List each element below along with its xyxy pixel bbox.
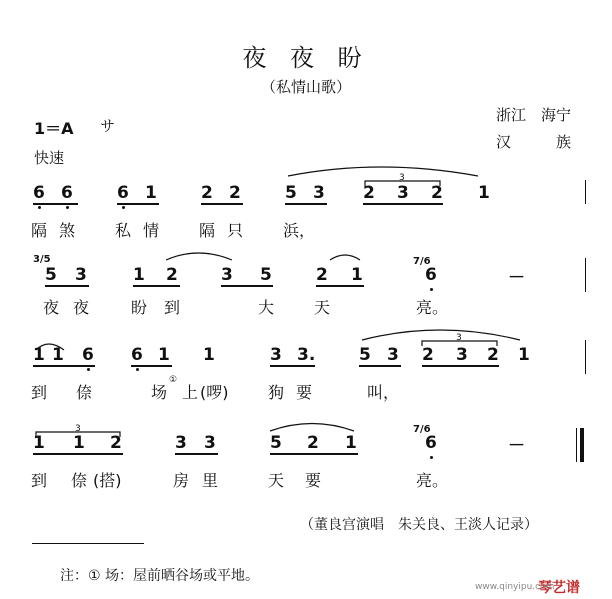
- origin-ethnic: 汉 族: [496, 133, 572, 151]
- low-octave-dot: [136, 368, 139, 371]
- note: 3: [75, 265, 87, 285]
- lyric: 狗: [268, 383, 285, 402]
- note: 6: [61, 183, 73, 203]
- lyric: 到: [31, 383, 48, 402]
- note: 3: [221, 265, 233, 285]
- dashed-barline: [585, 340, 586, 374]
- note: 1: [478, 183, 490, 203]
- underline: [33, 203, 78, 205]
- underline: [221, 285, 273, 287]
- underline: [133, 285, 180, 287]
- underline: [316, 285, 364, 287]
- watermark-logo: 琴艺谱: [538, 580, 580, 596]
- low-octave-dot: [122, 206, 125, 209]
- lyric: 盼: [131, 298, 148, 317]
- underline: [33, 365, 95, 367]
- song-subtitle: （私情山歌）: [260, 78, 351, 96]
- lyric: 情: [143, 221, 160, 240]
- dash: －: [508, 268, 525, 288]
- lyric: 到: [164, 298, 181, 317]
- underline: [359, 365, 401, 367]
- note: 3.: [297, 345, 316, 365]
- footnote-text: 注：① 场：屋前晒谷场或平地。: [60, 568, 260, 584]
- watermark-url: www.qinyipu.com: [475, 582, 555, 592]
- note: 5: [45, 265, 57, 285]
- note: 1: [133, 265, 145, 285]
- note: 3: [397, 183, 409, 203]
- footnote-rule: [32, 543, 144, 544]
- underline: [175, 453, 218, 455]
- note: 1: [518, 345, 530, 365]
- lyric: (搭): [93, 471, 122, 490]
- final-barline-thin: [576, 428, 577, 462]
- final-barline-thick: [580, 428, 584, 462]
- underline: [33, 453, 123, 455]
- lyric: (啰): [200, 383, 229, 402]
- underline: [270, 453, 358, 455]
- note: 1: [351, 265, 363, 285]
- lyric: 要: [296, 383, 313, 402]
- note: 1: [203, 345, 215, 365]
- note: 3: [175, 433, 187, 453]
- lyric: 亮。: [416, 298, 449, 317]
- tempo-marking: 快速: [34, 149, 65, 167]
- lyric: 倷: [71, 471, 88, 490]
- tuplet-number-4: 3: [75, 424, 81, 434]
- underline: [422, 365, 499, 367]
- underline: [201, 203, 243, 205]
- key-signature: 1＝A: [34, 119, 74, 138]
- underline: [285, 203, 327, 205]
- note: 5: [359, 345, 371, 365]
- note: 2: [110, 433, 122, 453]
- meter-free-symbol: サ: [100, 117, 116, 135]
- lyric: 天: [314, 298, 331, 317]
- note: 2: [307, 433, 319, 453]
- lyric: 隔: [31, 221, 48, 240]
- grace-note: 7/6: [413, 424, 431, 435]
- lyric: 大: [258, 298, 275, 317]
- note: 6: [82, 345, 94, 365]
- note: 3: [204, 433, 216, 453]
- lyric: 夜: [73, 298, 90, 317]
- lyric: 亮。: [416, 471, 449, 490]
- note: 2: [166, 265, 178, 285]
- lyric: 房: [173, 471, 190, 490]
- note: 2: [431, 183, 443, 203]
- dashed-barline: [585, 180, 586, 204]
- lyric: 要: [305, 471, 322, 490]
- note: 2: [422, 345, 434, 365]
- grace-note: 3/5: [33, 254, 51, 265]
- note: 3: [456, 345, 468, 365]
- note: 2: [229, 183, 241, 203]
- note: 3: [387, 345, 399, 365]
- lyric: 里: [202, 471, 219, 490]
- tuplet-number-3: 3: [456, 333, 462, 343]
- note: 6: [117, 183, 129, 203]
- lyric: 倷: [76, 383, 93, 402]
- dashed-barline: [585, 258, 586, 292]
- lyric: 浜，: [283, 221, 316, 240]
- note: 2: [201, 183, 213, 203]
- low-octave-dot: [430, 288, 433, 291]
- lyric: 到: [31, 471, 48, 490]
- note: 1: [52, 345, 64, 365]
- low-octave-dot: [430, 456, 433, 459]
- lyric: 煞: [59, 221, 76, 240]
- underline: [45, 285, 89, 287]
- note: 5: [270, 433, 282, 453]
- tuplet-number-1: 3: [399, 173, 405, 183]
- note: 5: [285, 183, 297, 203]
- song-title: 夜 夜 盼: [242, 44, 370, 72]
- low-octave-dot: [66, 206, 69, 209]
- note: 1: [73, 433, 85, 453]
- note: 2: [487, 345, 499, 365]
- lyric: 场: [151, 383, 168, 402]
- note: 1: [345, 433, 357, 453]
- low-octave-dot: [87, 368, 90, 371]
- note: 1: [145, 183, 157, 203]
- note: 6: [425, 433, 437, 453]
- lyric: 夜: [43, 298, 60, 317]
- lyric: 上: [182, 383, 199, 402]
- underline: [363, 203, 443, 205]
- note: 2: [363, 183, 375, 203]
- note: 5: [260, 265, 272, 285]
- note: 1: [33, 433, 45, 453]
- note: 1: [33, 345, 45, 365]
- performer-credit: （董良宫演唱 朱关良、王淡人记录）: [300, 517, 538, 533]
- lyric: 私: [115, 221, 132, 240]
- lyric: 叫，: [367, 383, 400, 402]
- underline: [270, 365, 315, 367]
- lyric: 天: [268, 471, 285, 490]
- underline: [131, 365, 172, 367]
- note: 2: [316, 265, 328, 285]
- note: 6: [131, 345, 143, 365]
- grace-note: 7/6: [413, 256, 431, 267]
- footnote-mark: ①: [169, 375, 178, 385]
- lyric: 隔: [199, 221, 216, 240]
- lyric: 只: [227, 221, 244, 240]
- note: 1: [158, 345, 170, 365]
- origin-place: 浙江 海宁: [496, 106, 572, 124]
- note: 3: [313, 183, 325, 203]
- low-octave-dot: [38, 206, 41, 209]
- dash: －: [508, 436, 525, 456]
- underline: [117, 203, 159, 205]
- note: 6: [33, 183, 45, 203]
- note: 6: [425, 265, 437, 285]
- note: 3: [270, 345, 282, 365]
